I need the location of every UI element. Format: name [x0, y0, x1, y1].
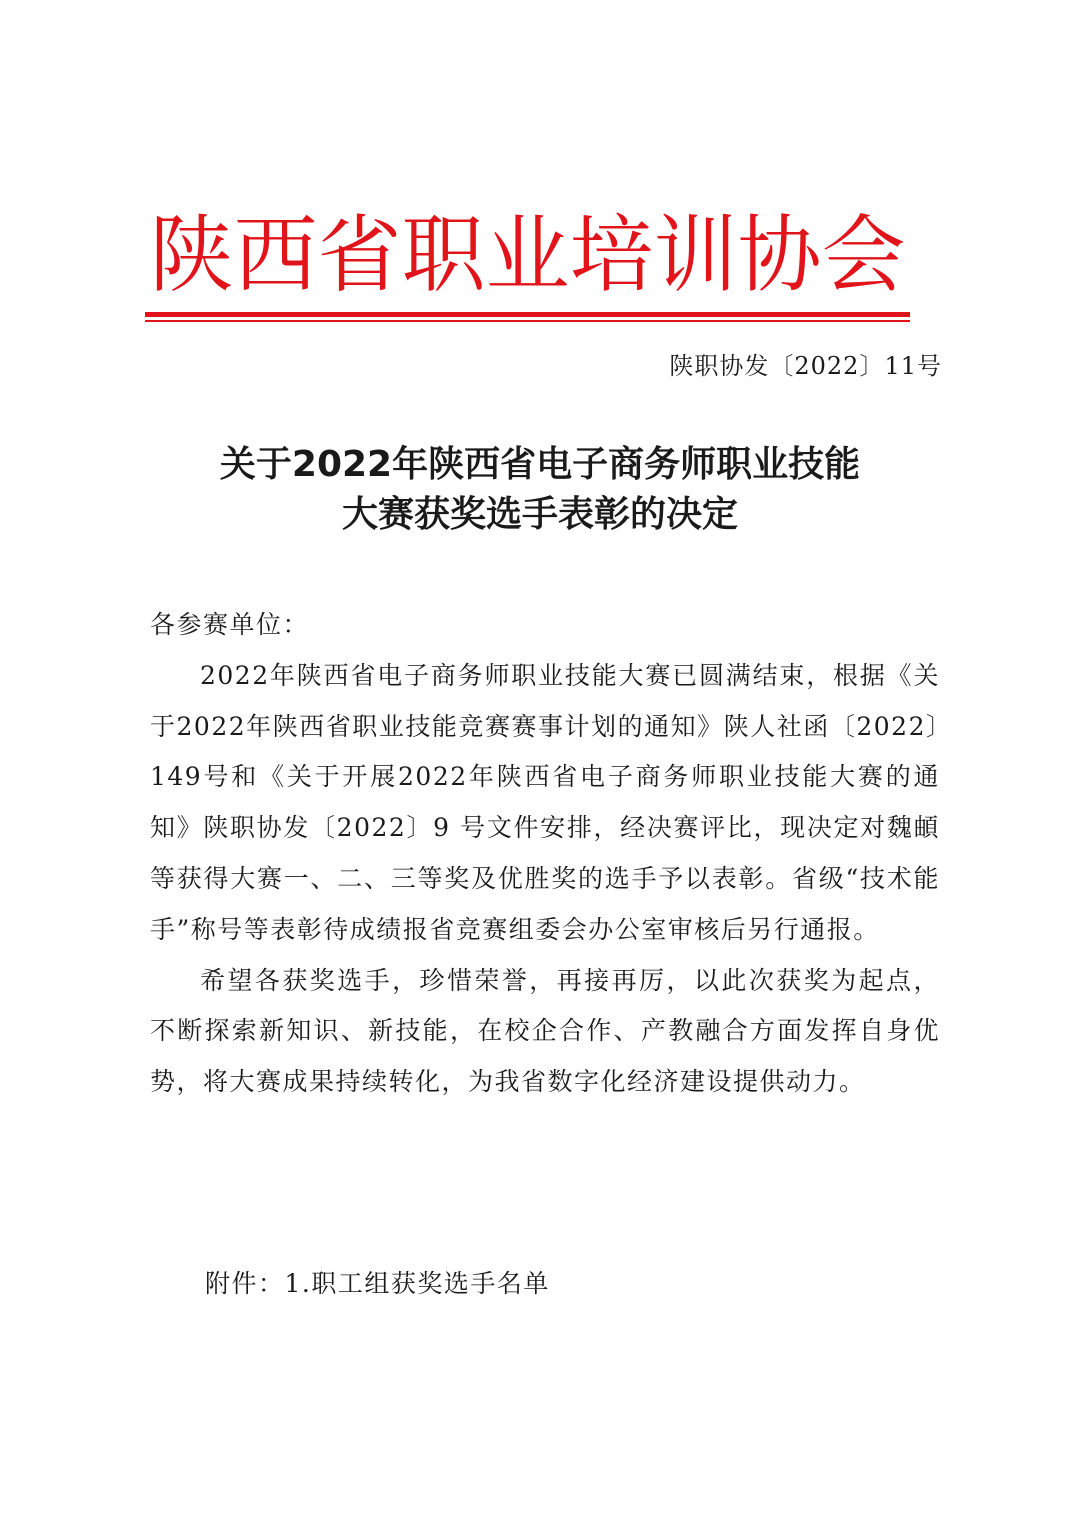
title-line-2: 大赛获奖选手表彰的决定	[341, 494, 738, 535]
title-line-1: 关于2022年陕西省电子商务师职业技能	[219, 444, 861, 485]
body-paragraph-1: 2022年陕西省电子商务师职业技能大赛已圆满结束，根据《关于2022年陕西省职业技能竞赛赛事计划的通知》陕人社函〔2022〕149号和《关于开展2022年陕西省电子商务师职业技能大赛的通知》陕职协发〔2022〕9 号文件安排，经决赛评比，现决定对魏頔等获得大赛一、二、三等奖及优胜奖的选手予以表彰。省级“技术能手”称号等表彰待成绩报省竞赛组委会办公室审核后另行通报。	[150, 660, 940, 944]
document-body	[150, 600, 940, 1108]
salutation: 各参赛单位：	[150, 610, 310, 639]
body-paragraph-2: 希望各获奖选手，珍惜荣誉，再接再厉，以此次获奖为起点，不断探索新知识、新技能，在校企合作、产教融合方面发挥自身优势，将大赛成果持续转化，为我省数字化经济建设提供动力。	[150, 965, 940, 1097]
header-divider-thick	[145, 312, 910, 317]
header-divider-thin	[145, 320, 910, 322]
organization-header: 陕西省职业培训协会	[149, 206, 906, 304]
attachment-line: 附件：1.职工组获奖选手名单	[205, 1269, 550, 1298]
document-title	[120, 440, 960, 540]
document-number: 陕职协发〔2022〕11号	[669, 352, 942, 380]
